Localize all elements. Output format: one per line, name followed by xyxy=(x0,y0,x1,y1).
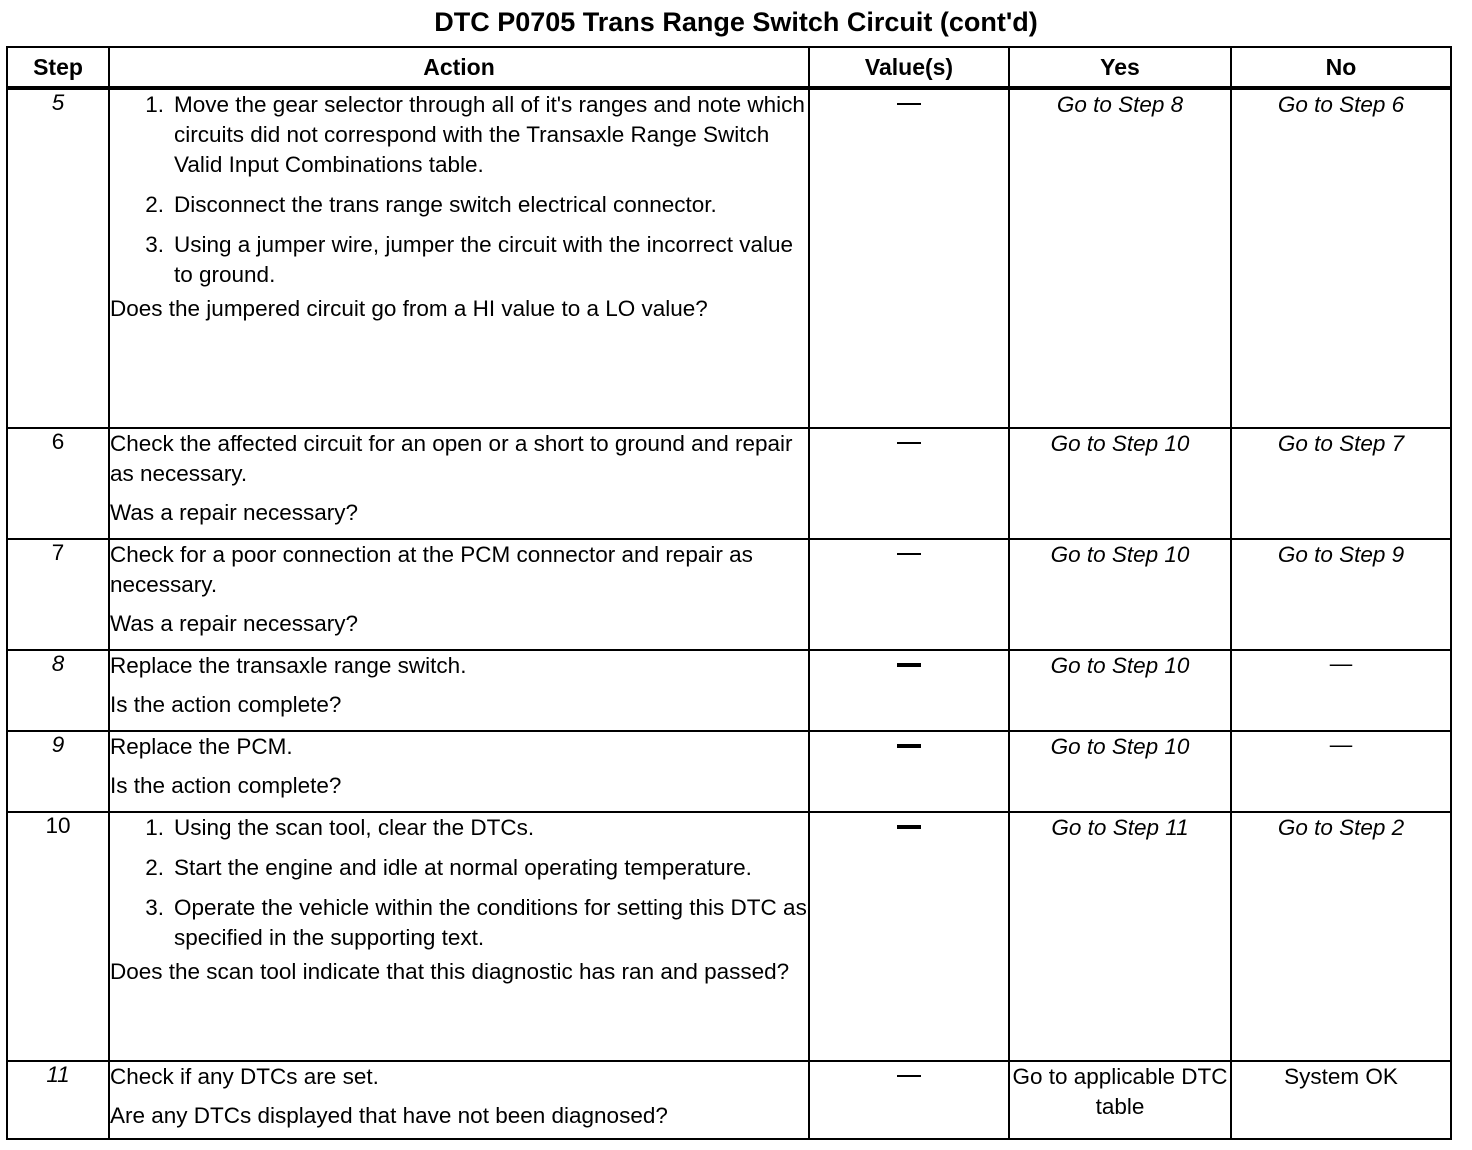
action-text: Replace the PCM. xyxy=(110,734,293,759)
no-cell: Go to Step 7 xyxy=(1231,428,1451,539)
header-values: Value(s) xyxy=(809,47,1009,88)
list-item: 1. Move the gear selector through all of it's ranges and note which circuits did not correspond with the Transaxle Range Switch Valid Input Combinations table. xyxy=(145,92,805,177)
action-cell xyxy=(109,731,809,812)
dash-mark xyxy=(897,553,921,555)
yes-cell: Go to Step 10 xyxy=(1009,650,1231,731)
dash-mark xyxy=(897,103,921,105)
action-cell xyxy=(109,88,809,428)
action-question: Is the action complete? xyxy=(110,692,342,717)
action-cell xyxy=(109,812,809,1061)
action-text: Replace the transaxle range switch. xyxy=(110,653,467,678)
no-cell: Go to Step 2 xyxy=(1231,812,1451,1061)
table-row xyxy=(7,1061,1451,1139)
step-number: 10 xyxy=(7,812,109,1061)
yes-cell: Go to Step 10 xyxy=(1009,539,1231,650)
table-row xyxy=(7,539,1451,650)
value-cell xyxy=(809,731,1009,812)
table-row xyxy=(7,731,1451,812)
step-number: 5 xyxy=(7,88,109,428)
action-text: Check if any DTCs are set. xyxy=(110,1064,379,1089)
value-cell xyxy=(809,88,1009,428)
action-text: Check for a poor connection at the PCM connector and repair as necessary. xyxy=(110,542,753,597)
action-text: Check the affected circuit for an open or a short to ground and repair as necessary. xyxy=(110,431,793,486)
dash-mark xyxy=(897,825,921,829)
table-row xyxy=(7,428,1451,539)
dash-mark xyxy=(897,442,921,444)
action-list xyxy=(110,90,808,290)
no-cell: Go to Step 9 xyxy=(1231,539,1451,650)
yes-cell: Go to Step 8 xyxy=(1009,88,1231,428)
action-cell xyxy=(109,539,809,650)
no-cell: — xyxy=(1231,731,1451,812)
value-cell xyxy=(809,539,1009,650)
list-item: 2. Disconnect the trans range switch electrical connector. xyxy=(145,192,717,217)
action-question: Was a repair necessary? xyxy=(110,500,359,525)
action-cell xyxy=(109,1061,809,1139)
action-cell xyxy=(109,428,809,539)
table-row xyxy=(7,650,1451,731)
value-cell xyxy=(809,650,1009,731)
no-cell: System OK xyxy=(1231,1061,1451,1139)
yes-cell: Go to Step 10 xyxy=(1009,428,1231,539)
dash-mark xyxy=(897,1075,921,1077)
action-question: Was a repair necessary? xyxy=(110,611,359,636)
diagnostic-table xyxy=(6,46,1452,1140)
list-item: 1. Using the scan tool, clear the DTCs. xyxy=(145,815,535,840)
action-cell xyxy=(109,650,809,731)
step-number: 6 xyxy=(7,428,109,539)
page-title: DTC P0705 Trans Range Switch Circuit (cont'd) xyxy=(434,7,1038,37)
list-item: 3. Operate the vehicle within the conditions for setting this DTC as specified in the supporting text. xyxy=(145,895,807,950)
value-cell xyxy=(809,1061,1009,1139)
action-question: Does the scan tool indicate that this diagnostic has ran and passed? xyxy=(110,959,790,984)
action-question: Are any DTCs displayed that have not been diagnosed? xyxy=(110,1103,668,1128)
yes-cell: Go to applicable DTC table xyxy=(1009,1061,1231,1139)
header-row xyxy=(7,47,1451,88)
step-number: 11 xyxy=(7,1061,109,1139)
no-cell: — xyxy=(1231,650,1451,731)
dash-mark xyxy=(897,744,921,748)
step-number: 9 xyxy=(7,731,109,812)
header-action: Action xyxy=(109,47,809,88)
list-item: 3. Using a jumper wire, jumper the circuit with the incorrect value to ground. xyxy=(145,232,793,287)
header-step: Step xyxy=(7,47,109,88)
action-list xyxy=(110,813,808,953)
list-item: 2. Start the engine and idle at normal operating temperature. xyxy=(145,855,752,880)
table-row xyxy=(7,812,1451,1061)
yes-cell: Go to Step 11 xyxy=(1009,812,1231,1061)
yes-cell: Go to Step 10 xyxy=(1009,731,1231,812)
header-no: No xyxy=(1231,47,1451,88)
action-question: Is the action complete? xyxy=(110,773,342,798)
value-cell xyxy=(809,428,1009,539)
action-question: Does the jumpered circuit go from a HI value to a LO value? xyxy=(110,296,708,321)
table-row xyxy=(7,88,1451,428)
dash-mark xyxy=(897,663,921,667)
value-cell xyxy=(809,812,1009,1061)
step-number: 8 xyxy=(7,650,109,731)
step-number: 7 xyxy=(7,539,109,650)
header-yes: Yes xyxy=(1009,47,1231,88)
no-cell: Go to Step 6 xyxy=(1231,88,1451,428)
